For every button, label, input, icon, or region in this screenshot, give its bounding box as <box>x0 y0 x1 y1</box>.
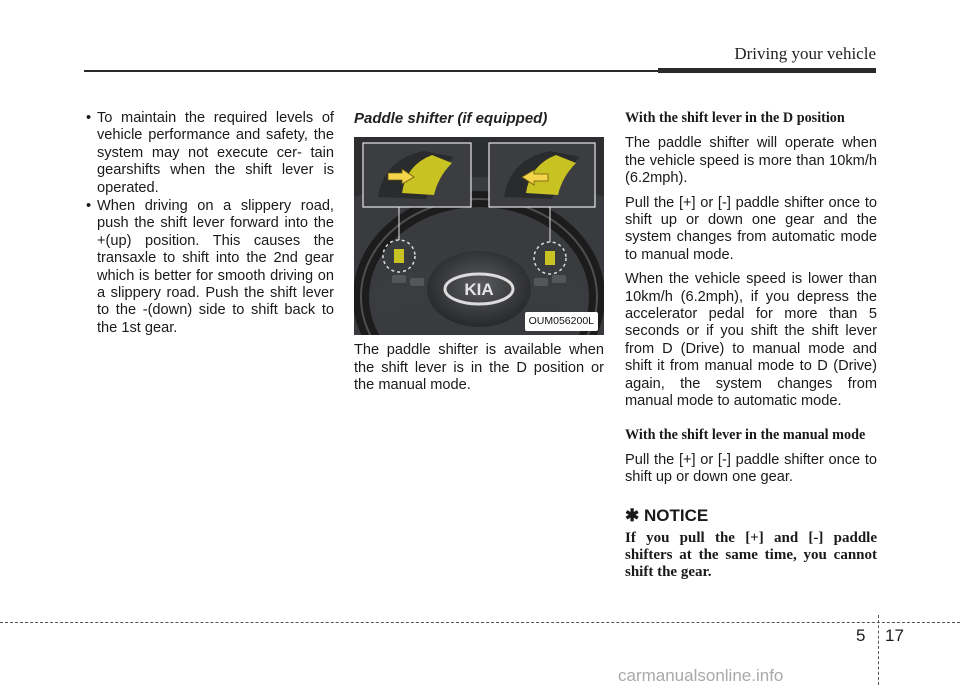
column-middle <box>354 110 604 402</box>
paragraph-pull-paddle: Pull the [+] or [-] paddle shifter once to shift up or down one gear and the system changes from automatic mode to manual mode. <box>625 194 877 263</box>
notice-icon: ✱ <box>625 505 640 525</box>
paddle-availability-text: The paddle shifter is available when the shift lever is in the D position or the manual mode. <box>354 342 604 394</box>
notice-heading <box>625 507 877 524</box>
page-number: 17 <box>885 626 904 645</box>
bullet-item-slippery-road: • When driving on a slippery road, push the shift lever forward into the +(up) position. This causes the transaxle to shift into the 2nd gear which is better for smooth driving on a slippery road. Push the shift lever to the -(down) side to shift back to the 1st gear. <box>84 198 334 337</box>
footer-rule <box>0 622 960 623</box>
kia-logo: KIA <box>464 280 494 300</box>
paragraph-manual-pull: Pull the [+] or [-] paddle shifter once to shift up or down one gear. <box>625 451 877 486</box>
section-title: Paddle shifter (if equipped) <box>354 110 548 127</box>
steering-wheel-illustration <box>354 137 604 335</box>
notice-title: NOTICE <box>643 505 709 525</box>
chapter-number: 5 <box>856 626 866 645</box>
heading-manual-mode: With the shift lever in the manual mode <box>625 426 866 443</box>
paddle-shifter-figure <box>354 137 604 335</box>
header-rule-accent <box>658 68 876 73</box>
heading-d-position: With the shift lever in the D position <box>625 110 845 126</box>
paragraph-return-auto: When the vehicle speed is lower than 10km/h (6.2mph), if you depress the accelerator pedal for more than 5 seconds or if you shift the shift lever from D (Drive) to manual mode and shift it from manual mode to D (Drive) again, the system changes from manual mode to automatic mode. <box>625 271 877 410</box>
bullet-list <box>84 110 334 337</box>
column-right <box>625 110 877 581</box>
footer-divider <box>878 615 879 685</box>
column-left <box>84 110 334 338</box>
notice-text: If you pull the [+] and [-] paddle shifters at the same time, you cannot shift the gear. <box>625 530 877 581</box>
bullet-item-gearshift-limits: • To maintain the required levels of vehicle performance and safety, the system may not execute cer- tain gearshifts when the shift lever is operated. <box>84 110 334 197</box>
watermark: carmanualsonline.info <box>618 666 784 685</box>
paragraph-operate-speed: The paddle shifter will operate when the vehicle speed is more than 10km/h (6.2mph). <box>625 135 877 187</box>
running-header: Driving your vehicle <box>734 44 876 63</box>
figure-code: OUM056200L <box>525 312 598 331</box>
